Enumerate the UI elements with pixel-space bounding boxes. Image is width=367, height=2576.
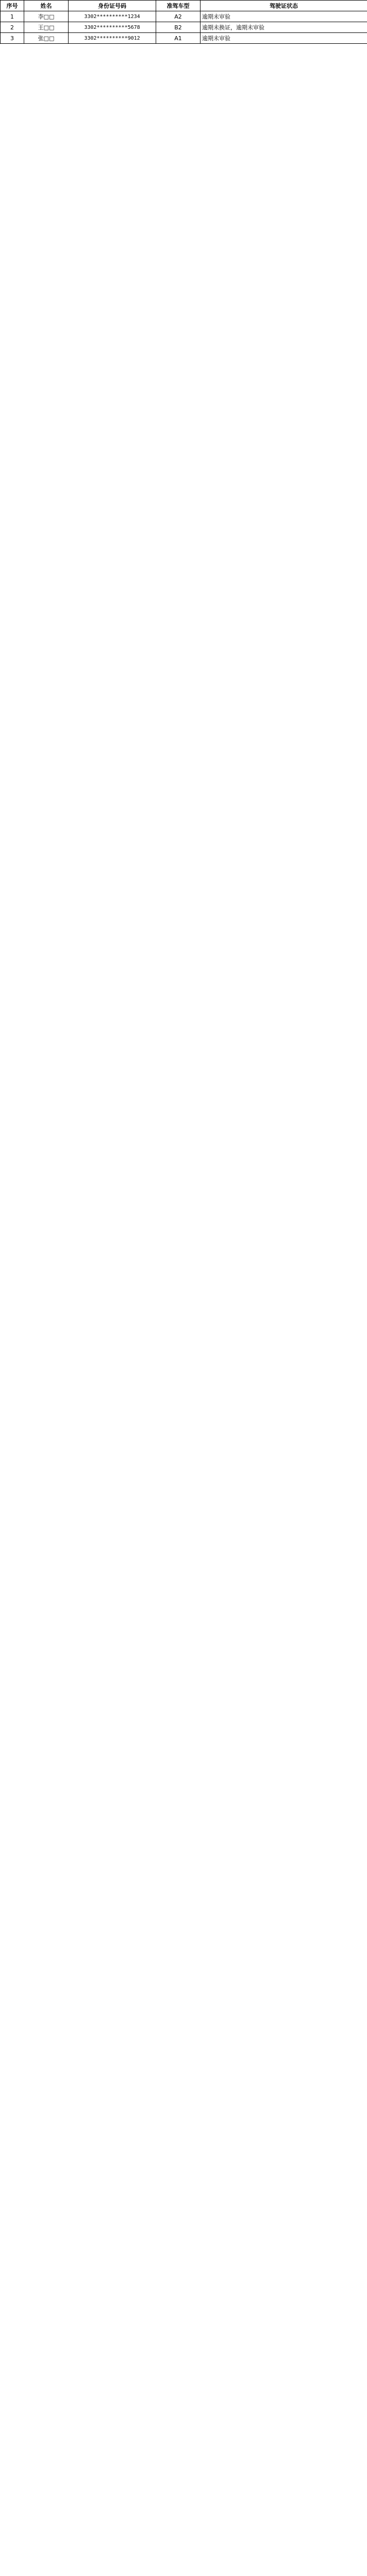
cell-vehicle-class: A1 <box>156 33 201 44</box>
cell-index: 1 <box>1 11 24 22</box>
cell-index: 2 <box>1 22 24 33</box>
cell-vehicle-class: B2 <box>156 22 201 33</box>
cell-name: 李□□ <box>24 11 69 22</box>
header-vehicle-class: 准驾车型 <box>156 1 201 11</box>
cell-id-number: 3302**********1234 <box>69 11 156 22</box>
table-row <box>1 22 367 33</box>
cell-license-status: 逾期未审验 <box>201 33 367 44</box>
table-body <box>1 11 367 44</box>
cell-vehicle-class: A2 <box>156 11 201 22</box>
cell-name: 张□□ <box>24 33 69 44</box>
header-id-number: 身份证号码 <box>69 1 156 11</box>
cell-license-status: 逾期未审验 <box>201 11 367 22</box>
table-row <box>1 33 367 44</box>
header-index: 序号 <box>1 1 24 11</box>
cell-license-status: 逾期未换证，逾期未审验 <box>201 22 367 33</box>
table-row <box>1 11 367 22</box>
cell-name: 王□□ <box>24 22 69 33</box>
cell-index: 3 <box>1 33 24 44</box>
header-license-status: 驾驶证状态 <box>201 1 367 11</box>
document-sheet <box>0 0 367 44</box>
driver-license-table <box>0 0 367 44</box>
header-name: 姓名 <box>24 1 69 11</box>
table-header-row <box>1 1 367 11</box>
cell-id-number: 3302**********9012 <box>69 33 156 44</box>
cell-id-number: 3302**********5678 <box>69 22 156 33</box>
